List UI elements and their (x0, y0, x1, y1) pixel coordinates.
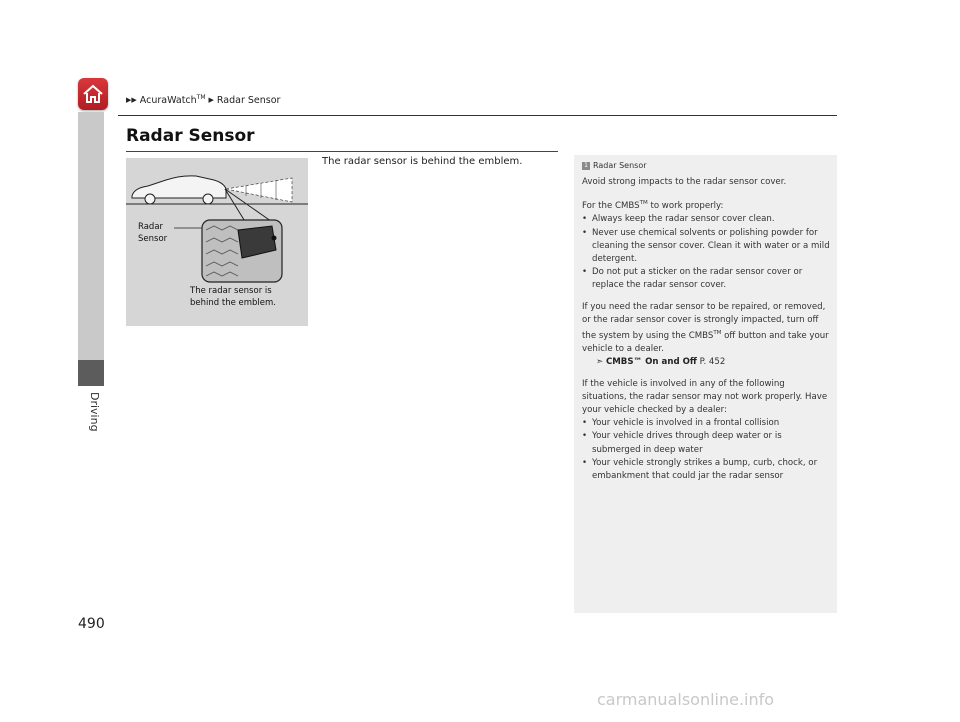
figure-label-radar-sensor: Radar Sensor (138, 222, 168, 244)
figure-label-location: The radar sensor is behind the emblem. (190, 286, 276, 308)
list-item: • Do not put a sticker on the radar sensor cover or replace the radar sensor cover. (582, 266, 830, 292)
note-paragraph: If you need the radar sensor to be repaired, or removed, or the radar sensor cover is strongly impacted, turn off the system by using the CMBS™ off button and take your vehicle to a dealer. (582, 301, 829, 355)
home-icon (82, 83, 104, 105)
breadcrumb (126, 94, 280, 106)
radar-sensor-figure (126, 158, 308, 326)
list-item: • Your vehicle strongly strikes a bump, curb, chock, or embankment that could jar the radar sensor (582, 457, 830, 483)
list-item: • Your vehicle is involved in a frontal collision (582, 417, 830, 430)
cross-reference-link[interactable]: ➣ CMBS™ On and Off P. 452 (596, 357, 726, 368)
title-divider (126, 151, 558, 152)
watermark-text: carmanualsonline.info (597, 690, 775, 709)
note-sidebox (574, 155, 837, 613)
sidebar-chapter-marker[interactable] (78, 360, 104, 386)
list-item: • Always keep the radar sensor cover clean. (582, 213, 830, 226)
note-heading-text: Radar Sensor (593, 161, 647, 170)
body-text: The radar sensor is behind the emblem. (322, 156, 523, 167)
note-paragraph: Avoid strong impacts to the radar sensor cover. (582, 177, 787, 188)
list-item: • Your vehicle drives through deep water or is submerged in deep water (582, 430, 830, 456)
breadcrumb-item-acurawatch[interactable]: AcuraWatch™ (139, 94, 206, 107)
sidebar-tab-strip (78, 112, 104, 360)
header-divider (118, 115, 837, 116)
page-number: 490 (78, 616, 105, 632)
sidebar-chapter-label: Driving (88, 392, 101, 432)
note-bullet-list (582, 417, 830, 483)
note-paragraph: For the CMBS™ to work properly: (582, 200, 724, 212)
breadcrumb-item-radar-sensor[interactable]: Radar Sensor (216, 94, 281, 106)
breadcrumb-arrow-icon: ▶ (208, 96, 214, 105)
note-icon: 1 (582, 162, 590, 170)
breadcrumb-arrow-icon: ▶▶ (126, 96, 137, 105)
note-paragraph: If the vehicle is involved in any of the following situations, the radar sensor may not work properly. Have your vehicle checked by a dealer: (582, 378, 828, 415)
page-title: Radar Sensor (126, 126, 255, 146)
note-bullet-list (582, 213, 830, 292)
list-item: • Never use chemical solvents or polishing powder for cleaning the sensor cover. Clean it with water or a mild detergent. (582, 227, 830, 267)
reference-arrow-icon: ➣ (596, 357, 604, 368)
home-button[interactable] (78, 78, 108, 110)
note-heading (582, 159, 830, 172)
